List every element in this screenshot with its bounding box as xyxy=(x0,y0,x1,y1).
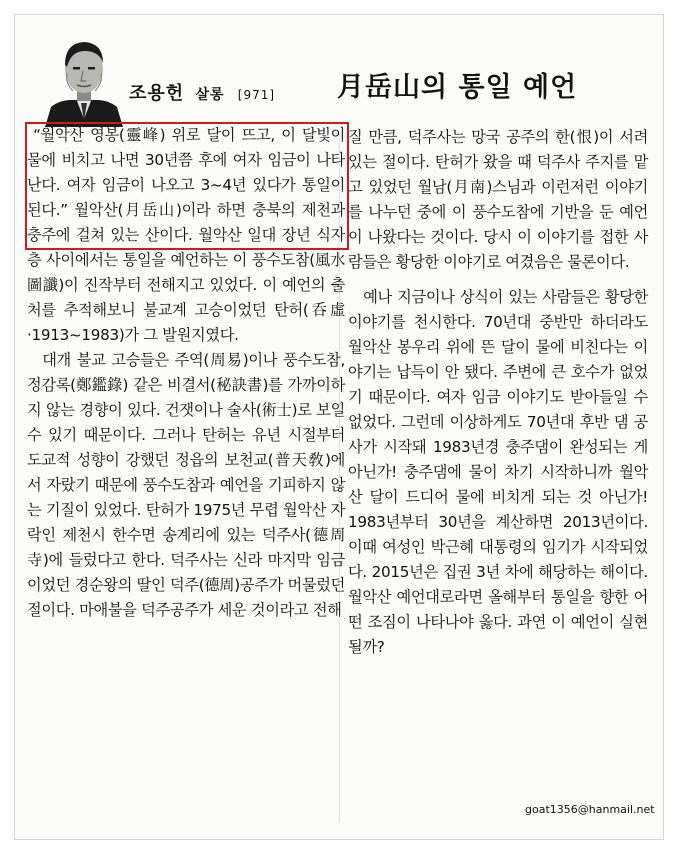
paragraph: “월악산 영봉(靈峰) 위로 달이 뜨고, 이 달빛이 물에 비치고 나면 30년쯤 후에 여자 임금이 나타난다. 여자 임금이 나오고 3~4년 있다가 통일이 된다.” 월악산(月岳山)이라 하면 충북의 제천과 충주에 걸쳐 있는 산이다. 월악산 일대 장년 식자층 사이에서는 통일을 예언하는 이 풍수도참(風水圖讖)이 진작부터 전해지고 있었다. 이 예언의 출처를 추적해보니 불교계 고승이었던 탄허(呑虛·1913~1983)가 그 발원지였다. xyxy=(27,126,345,344)
author-name: 조용헌 xyxy=(129,83,185,104)
paragraph: 대개 불교 고승들은 주역(周易)이나 풍수도참, 정감록(鄭鑑錄) 같은 비결서(秘訣書)를 가까이하지 않는 경향이 있다. 건잿이나 술사(術士)로 보일 수 있기 때문이다. 그러나 탄허는 유년 시절부터 도교적 성향이 강했던 정읍의 보천교(普天敎)에서 자랐기 때문에 풍수도참과 예언을 기피하지 않는 기질이 있었다. 탄허가 1975년 무렵 월악산 자락인 제천시 한수면 송계리에 있는 덕주사(德周寺)에 들렀다고 한다. 덕주사는 신라 마지막 임금이었던 경순왕의 딸인 덕주(德周)공주가 머물렀던 절이다. 마애불을 덕주공주가 세운 것이라고 전해 xyxy=(27,351,345,619)
article-title: 月岳山의 통일 예언 xyxy=(337,72,578,103)
series-name: 살롱 xyxy=(195,87,225,103)
series-number: [971] xyxy=(237,88,276,102)
paragraph: 예나 지금이나 상식이 있는 사람들은 황당한 이야기를 천시한다. 70년대 중반만 하더라도 월악산 봉우리 위에 뜬 달이 물에 비친다는 이야기는 납득이 안 됐다. 주변에 큰 호수가 없었기 때문이다. 여자 임금 이야기도 받아들일 수 없었다. 그런데 이상하게도 70년대 후반 댐 공사가 시작돼 1983년경 충주댐이 완성되는 게 아닌가! 충주댐에 물이 차기 시작하니까 월악산 달이 드디어 물에 비치게 되는 것 아닌가! 1983년부터 30년을 계산하면 2013년이다. 이때 여성인 박근혜 대통령의 임기가 시작되었다. 2015년은 집권 3년 차에 해당하는 해이다. 월악산 예언대로라면 올해부터 통일을 향한 어떤 조짐이 나타나야 옳다. 과연 이 예언이 실현될까? xyxy=(348,288,648,656)
column-header xyxy=(15,15,665,131)
newspaper-clipping xyxy=(14,14,664,840)
right-column xyxy=(348,125,648,660)
paragraph: 질 만큼, 덕주사는 망국 공주의 한(恨)이 서려 있는 절이다. 탄허가 왔을 때 덕주사 주지를 맡고 있었던 월남(月南)스님과 이런저런 이야기를 나누던 중에 이 풍수도참에 기반을 둔 예언이 나왔다는 것이다. 당시 이 이야기를 접한 사람들은 황당한 이야기로 여겼음은 물론이다. xyxy=(348,128,648,271)
author-email: goat1356@hanmail.net xyxy=(525,803,655,816)
highlight-box xyxy=(25,122,349,250)
byline xyxy=(129,79,275,105)
author-portrait-icon xyxy=(43,31,125,127)
